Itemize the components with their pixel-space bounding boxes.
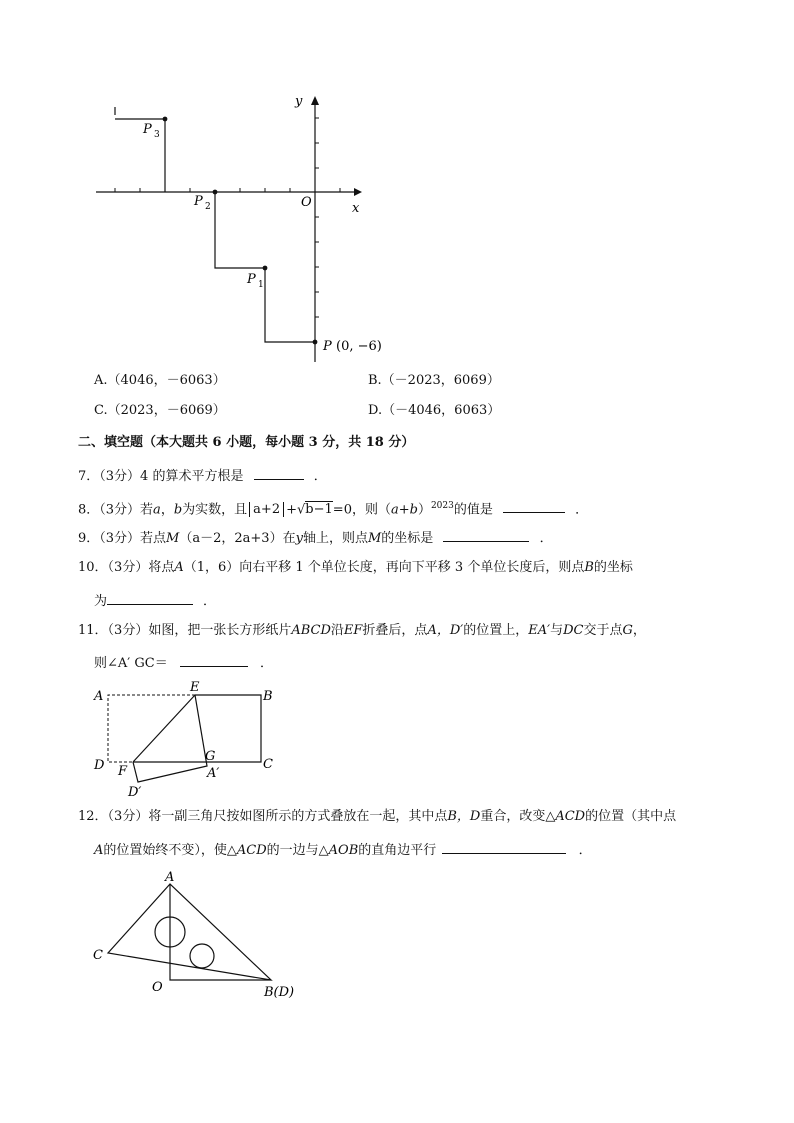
q12-end: ． [578, 843, 592, 858]
x-axis-label: x [352, 201, 360, 216]
q9-y: y [295, 531, 303, 546]
q10-end: ． [203, 594, 217, 609]
q12-a: A [94, 843, 104, 858]
q8-abs: a+2 [249, 502, 284, 517]
label-f: F [118, 764, 128, 779]
label-bd: B(D) [264, 985, 295, 1000]
q9-m2: M [367, 531, 382, 546]
q8-pre: 8．（3分）若 [78, 502, 154, 518]
q8-plus: + [286, 502, 297, 518]
point-p3 [163, 117, 168, 122]
q8-sqrt: b−1 [305, 502, 333, 518]
question-8 [78, 497, 588, 519]
q11-g: G [622, 623, 633, 638]
label-g: G [205, 749, 216, 764]
label-d: D [94, 758, 105, 773]
q9-post: 的坐标是 [381, 531, 434, 546]
option-d[interactable]: D.（－4046，6063） [368, 403, 501, 418]
point-p [313, 340, 318, 345]
q8-ab: a+b [390, 502, 418, 518]
p-coord-label: (0, −6) [336, 339, 382, 354]
q12-line1c: 的位置（其中点 [585, 809, 677, 824]
q11-ea: EA′ [528, 623, 551, 638]
q11-mid3: 与 [550, 623, 564, 638]
q8-mid: 为实数，且 [182, 502, 248, 518]
q11-mid: 折叠后，点 [362, 623, 428, 638]
q11-ef: EF [343, 623, 363, 638]
y-axis-label: y [295, 94, 303, 109]
p1-label: P [247, 272, 256, 287]
question-9 [78, 528, 553, 548]
q9-mid: （a－2，2a+3）在 [179, 531, 296, 546]
folded-rectangle-figure [90, 680, 290, 800]
q8-close: ） [417, 502, 431, 518]
q8-exponent: 2023 [430, 501, 454, 511]
q10-mid: （1，6）向右平移 1 个单位长度，再向下平移 3 个单位长度后，则点 [183, 560, 585, 575]
q9-pre: 9．（3分）若点 [78, 531, 167, 546]
option-a[interactable]: A.（4046，－6063） [94, 373, 226, 388]
label-c: C [93, 948, 103, 963]
q12-line2b: 的一边与△ [266, 843, 329, 858]
q11-line2: 则∠A′ GC＝ [94, 656, 168, 671]
q11-dc: DC [563, 623, 584, 638]
q11-mid2: 的位置上， [463, 623, 529, 638]
q12-line2c: 的直角边平行 [358, 843, 437, 858]
question-7 [78, 466, 327, 486]
q10-post: 的坐标 [593, 560, 633, 575]
q7-answer-blank[interactable] [254, 466, 304, 480]
q8-post: 的值是 [453, 502, 493, 518]
p2-sub: 2 [205, 202, 211, 212]
p3-sub: 3 [154, 130, 160, 140]
triangle-rulers-figure [88, 868, 308, 1002]
option-c[interactable]: C.（2023，－6069） [94, 403, 226, 418]
section-title: 二、填空题（本大题共 6 小题，每小题 3 分，共 18 分） [78, 435, 415, 450]
q10-answer-blank[interactable] [107, 591, 193, 605]
q11-ad: A，D′ [427, 623, 464, 638]
q12-line2a: 的位置始终不变），使△ [103, 843, 237, 858]
origin-label: O [301, 195, 312, 210]
q8-answer-blank[interactable] [503, 499, 565, 513]
q11-mid4: 交于点 [583, 623, 623, 638]
q12-acd2: ACD [236, 843, 267, 858]
label-a: A [165, 870, 175, 885]
point-p2 [213, 190, 218, 195]
p-label: P [323, 339, 332, 354]
q10-b: B [584, 560, 594, 575]
q11-comma: ， [632, 623, 646, 638]
question-11-line2 [94, 653, 273, 673]
q12-line1b: 重合，改变△ [480, 809, 556, 824]
question-12-line1 [78, 808, 676, 826]
q9-end: ． [539, 531, 553, 546]
q12-answer-blank[interactable] [442, 840, 566, 854]
q12-line1: 12．（3分）将一副三角尺按如图所示的方式叠放在一起，其中点 [78, 809, 448, 824]
q10-line2: 为 [94, 594, 108, 609]
p2-label: P [194, 194, 203, 209]
q11-abcd: ABCD [291, 623, 331, 638]
q9-answer-blank[interactable] [443, 528, 529, 542]
question-10-line2 [94, 591, 216, 611]
q11-pre: 11．（3分）如图，把一张长方形纸片 [78, 623, 292, 638]
q12-bd: B，D [447, 809, 481, 824]
q8-var-b: b [173, 502, 183, 518]
q12-acd: ACD [555, 809, 586, 824]
label-e: E [190, 680, 200, 695]
label-b: B [263, 689, 273, 704]
point-p1 [263, 266, 268, 271]
label-d-prime: D′ [128, 785, 142, 800]
option-b[interactable]: B.（－2023，6069） [368, 373, 500, 388]
q10-pre: 10．（3分）将点 [78, 560, 175, 575]
question-12-line2 [94, 840, 592, 860]
q9-m: M [166, 531, 180, 546]
q11-answer-blank[interactable] [180, 653, 248, 667]
q10-a: A [174, 560, 184, 575]
q9-mid2: 轴上，则点 [302, 531, 368, 546]
label-a-prime: A′ [207, 766, 220, 781]
q8-comma: ， [160, 502, 174, 518]
q8-sqrt-sign: √ [297, 502, 306, 518]
q11-end: ． [259, 656, 273, 671]
q8-end: ． [575, 502, 589, 518]
q7-text: 7．（3分）4 的算术平方根是 [78, 469, 244, 484]
label-a: A [94, 689, 104, 704]
p1-sub: 1 [258, 280, 264, 290]
coordinate-figure [90, 88, 420, 368]
q12-aob: AOB [328, 843, 359, 858]
label-o: O [152, 980, 163, 995]
question-10-line1 [78, 559, 633, 577]
q11-yan: 沿 [330, 623, 344, 638]
label-c: C [263, 757, 273, 772]
p3-label: P [143, 122, 152, 137]
q8-var-a: a [153, 502, 161, 518]
question-11-line1 [78, 622, 646, 640]
q8-eq: =0，则（ [332, 502, 391, 518]
q7-end: ． [313, 469, 327, 484]
